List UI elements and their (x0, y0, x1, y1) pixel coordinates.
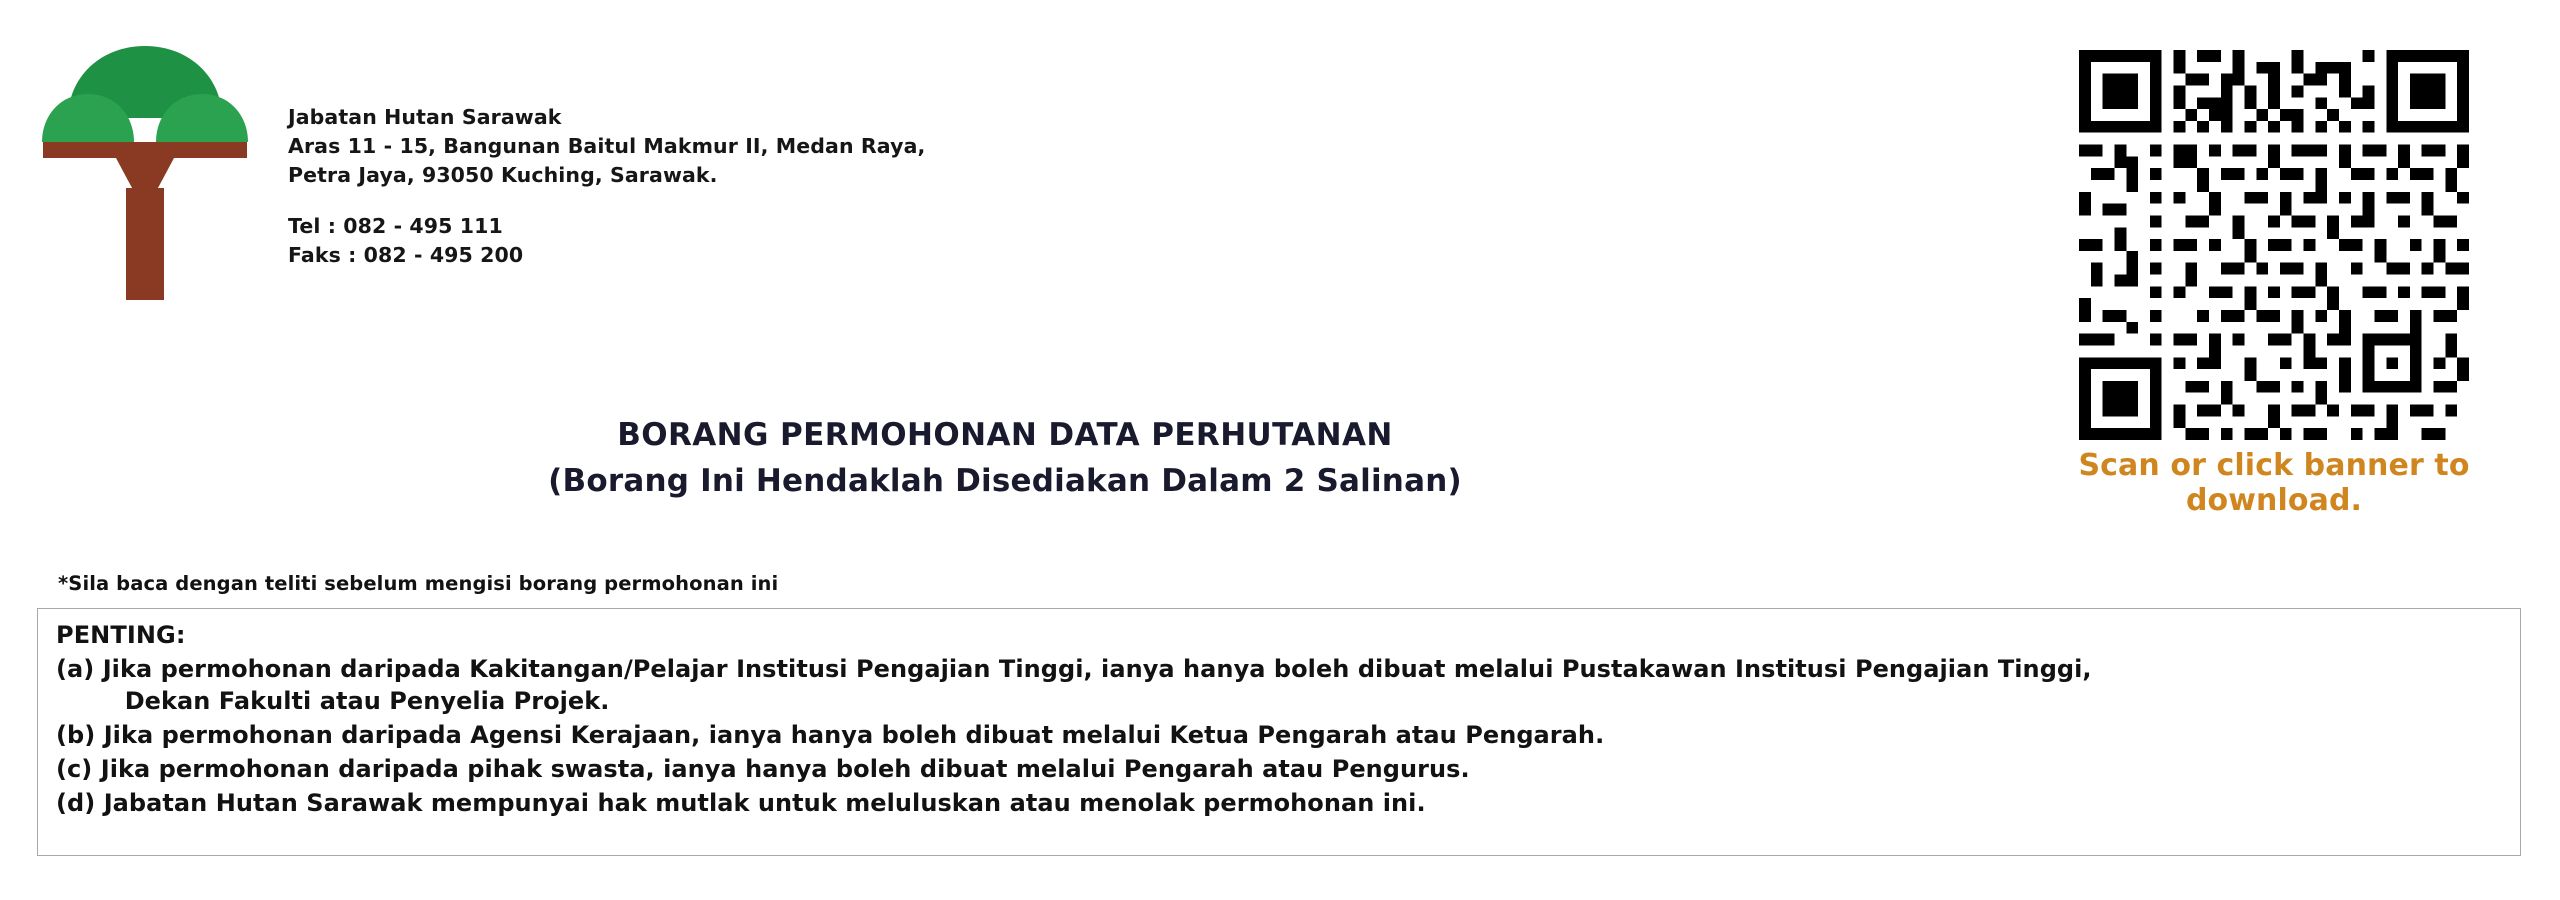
important-item (56, 720, 2502, 752)
qr-banner[interactable] (2064, 50, 2484, 518)
address-line-2: Petra Jaya, 93050 Kuching, Sarawak. (288, 163, 718, 188)
important-notice-box (37, 608, 2521, 856)
address-spacer (288, 190, 925, 212)
item-marker: (a) (56, 654, 103, 683)
item-text: Jika permohonan daripada pihak swasta, ianya hanya boleh dibuat melalui Pengarah atau Pengurus. (100, 754, 1470, 783)
important-item (56, 754, 2502, 786)
item-text-line: Jika permohonan daripada Kakitangan/Pelajar Institusi Pengajian Tinggi, ianya hanya boleh dibuat melalui Pustakawan Institusi Pengajian Tinggi, (102, 654, 2092, 683)
item-marker: (d) (56, 788, 104, 817)
important-item (56, 788, 2502, 820)
telephone-number: Tel : 082 - 495 111 (288, 214, 503, 239)
item-text: Jabatan Hutan Sarawak mempunyai hak mutlak untuk meluluskan atau menolak permohonan ini. (103, 788, 1426, 817)
qr-caption-line-1: Scan or click banner to (2078, 448, 2470, 483)
page-title: BORANG PERMOHONAN DATA PERHUTANAN (617, 417, 1393, 453)
item-text: Jika permohonan daripada Agensi Kerajaan, ianya hanya boleh dibuat melalui Ketua Pengarah atau Pengarah. (103, 720, 1605, 749)
org-name: Jabatan Hutan Sarawak (288, 105, 562, 129)
form-title-block (0, 415, 2010, 502)
read-carefully-note: *Sila baca dengan teliti sebelum mengisi borang permohonan ini (58, 572, 779, 595)
qr-caption[interactable] (2064, 448, 2484, 518)
address-line-1: Aras 11 - 15, Bangunan Baitul Makmur II, Medan Raya, (288, 134, 926, 159)
important-item (56, 654, 2502, 718)
item-marker: (c) (56, 754, 101, 783)
qr-code-icon[interactable] (2079, 50, 2469, 440)
important-heading: PENTING: (56, 621, 186, 649)
forest-department-tree-logo-icon (40, 38, 250, 308)
fax-number: Faks : 082 - 495 200 (288, 243, 524, 268)
item-text (103, 654, 2502, 718)
qr-caption-line-2: download. (2185, 483, 2363, 519)
item-marker: (b) (56, 720, 104, 749)
organisation-address (288, 103, 925, 271)
page-subtitle: (Borang Ini Hendaklah Disediakan Dalam 2 Salinan) (548, 463, 1462, 500)
item-text-continuation: Dekan Fakulti atau Penyelia Projek. (124, 686, 610, 715)
